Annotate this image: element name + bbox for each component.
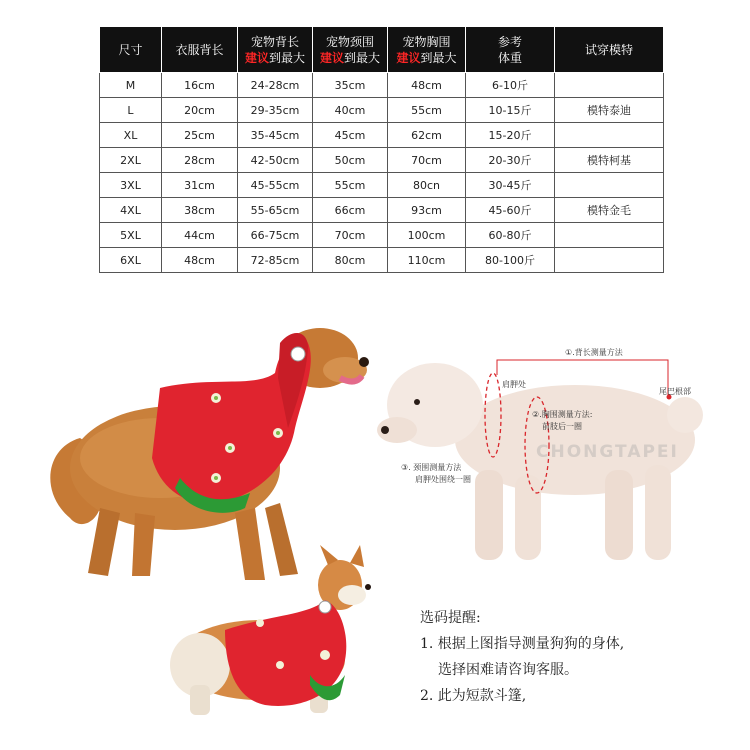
- header-line-1: 宠物背长: [250, 34, 299, 49]
- table-row: [100, 248, 664, 273]
- header-line-2: [466, 50, 554, 66]
- table-header-cell: [466, 27, 555, 73]
- table-cell: 6-10斤: [466, 73, 555, 98]
- tail-base-label: 尾巴根部: [659, 387, 691, 396]
- neck-measure-title: ③. 颈围测量方法: [401, 463, 462, 472]
- header-suffix: 到最大: [269, 50, 306, 65]
- chest-measure-desc: 前肢后一圈: [542, 422, 582, 431]
- table-cell: 110cm: [388, 248, 466, 273]
- table-header-row: [100, 27, 664, 73]
- table-cell: 62cm: [388, 123, 466, 148]
- table-cell: 30-45斤: [466, 173, 555, 198]
- table-cell: 93cm: [388, 198, 466, 223]
- table-header-cell: [162, 27, 238, 73]
- table-cell: M: [100, 73, 162, 98]
- table-cell: XL: [100, 123, 162, 148]
- watermark-text: CHONGTAPEI: [536, 442, 679, 462]
- table-cell: 25cm: [162, 123, 238, 148]
- table-cell: 35-45cm: [238, 123, 313, 148]
- table-cell: [555, 123, 664, 148]
- table-cell: 20-30斤: [466, 148, 555, 173]
- table-cell: 31cm: [162, 173, 238, 198]
- header-line-1: 尺寸: [118, 42, 143, 57]
- tips-title: 选码提醒:: [420, 610, 481, 626]
- table-body: [100, 73, 664, 273]
- header-suffix: 到最大: [344, 50, 381, 65]
- header-line-1: 宠物胸围: [402, 34, 451, 49]
- table-row: [100, 223, 664, 248]
- table-header-cell: [238, 27, 313, 73]
- table-cell: 5XL: [100, 223, 162, 248]
- table-row: [100, 73, 664, 98]
- table-cell: 66cm: [313, 198, 388, 223]
- tips-line-1: 1. 根据上图指导测量狗狗的身体,: [420, 636, 625, 652]
- table-cell: 2XL: [100, 148, 162, 173]
- table-cell: 模特金毛: [555, 198, 664, 223]
- table-cell: 80cn: [388, 173, 466, 198]
- shoulder-label: 肩胛处: [502, 380, 526, 389]
- neck-measure-desc: 肩胛处围绕一圈: [415, 475, 471, 484]
- table-cell: 55cm: [388, 98, 466, 123]
- table-cell: 3XL: [100, 173, 162, 198]
- table-cell: 100cm: [388, 223, 466, 248]
- header-line-1: 参考: [497, 34, 522, 49]
- table-cell: 38cm: [162, 198, 238, 223]
- table-cell: 6XL: [100, 248, 162, 273]
- table-cell: 模特泰迪: [555, 98, 664, 123]
- table-cell: 16cm: [162, 73, 238, 98]
- table-cell: 15-20斤: [466, 123, 555, 148]
- table-cell: 40cm: [313, 98, 388, 123]
- table-header-cell: [555, 27, 664, 73]
- table-cell: 44cm: [162, 223, 238, 248]
- table-row: [100, 198, 664, 223]
- header-line-2: [388, 50, 465, 66]
- header-line-2-text: 体重: [497, 50, 522, 65]
- chest-measure-title: ②.胸围测量方法:: [532, 410, 593, 419]
- table-header-cell: [313, 27, 388, 73]
- size-tips: [420, 606, 624, 710]
- table-cell: 28cm: [162, 148, 238, 173]
- table-cell: 72-85cm: [238, 248, 313, 273]
- table-cell: 70cm: [313, 223, 388, 248]
- header-highlight: 建议: [319, 50, 344, 65]
- table-cell: 48cm: [388, 73, 466, 98]
- table-row: [100, 173, 664, 198]
- table-cell: 模特柯基: [555, 148, 664, 173]
- corgi-photo: [160, 545, 390, 725]
- table-cell: 80-100斤: [466, 248, 555, 273]
- header-line-1: 宠物颈围: [325, 34, 374, 49]
- header-highlight: 建议: [396, 50, 421, 65]
- table-cell: 45-55cm: [238, 173, 313, 198]
- table-cell: 55-65cm: [238, 198, 313, 223]
- tips-line-1-cont: 选择困难请咨询客服。: [438, 662, 578, 678]
- size-chart-table: [99, 26, 664, 273]
- header-suffix: 到最大: [420, 50, 457, 65]
- table-cell: 45-60斤: [466, 198, 555, 223]
- table-row: [100, 98, 664, 123]
- table-cell: [555, 223, 664, 248]
- table-cell: 60-80斤: [466, 223, 555, 248]
- header-line-2: [238, 50, 312, 66]
- table-cell: 4XL: [100, 198, 162, 223]
- header-line-1: 衣服背长: [175, 42, 224, 57]
- header-line-1: 试穿模特: [584, 42, 633, 57]
- table-cell: 35cm: [313, 73, 388, 98]
- tips-line-2: 2. 此为短款斗篷,: [420, 688, 527, 704]
- table-header-cell: [388, 27, 466, 73]
- table-cell: 48cm: [162, 248, 238, 273]
- table-cell: 42-50cm: [238, 148, 313, 173]
- table-cell: 45cm: [313, 123, 388, 148]
- table-cell: 24-28cm: [238, 73, 313, 98]
- table-row: [100, 123, 664, 148]
- table-cell: 10-15斤: [466, 98, 555, 123]
- back-length-label: ①.背长测量方法: [565, 348, 623, 357]
- header-highlight: 建议: [244, 50, 269, 65]
- table-header-cell: [100, 27, 162, 73]
- table-cell: 50cm: [313, 148, 388, 173]
- table-cell: 20cm: [162, 98, 238, 123]
- table-cell: 66-75cm: [238, 223, 313, 248]
- table-cell: [555, 73, 664, 98]
- table-row: [100, 148, 664, 173]
- header-line-2: [313, 50, 387, 66]
- table-cell: 80cm: [313, 248, 388, 273]
- table-cell: 29-35cm: [238, 98, 313, 123]
- table-cell: 55cm: [313, 173, 388, 198]
- table-cell: [555, 173, 664, 198]
- table-cell: 70cm: [388, 148, 466, 173]
- table-cell: L: [100, 98, 162, 123]
- table-cell: [555, 248, 664, 273]
